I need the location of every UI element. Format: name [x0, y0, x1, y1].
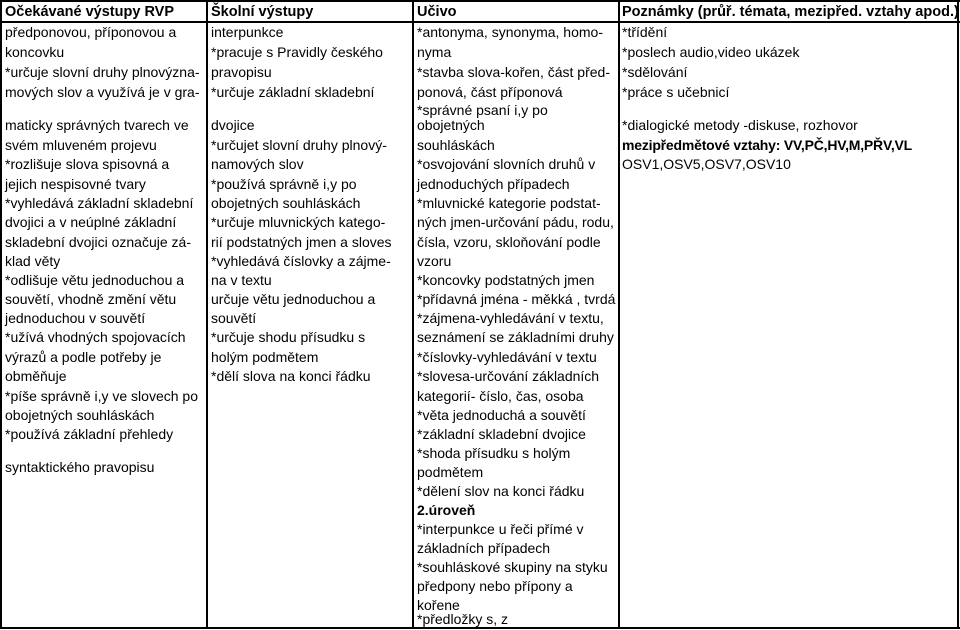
school-output-line: *určuje shodu přísudku s: [211, 329, 366, 345]
curriculum-line: *mluvnické kategorie podstat-: [417, 195, 601, 211]
header-rvp-outputs: Očekávané výstupy RVP: [5, 4, 174, 20]
curriculum-line: obojetných: [417, 117, 485, 133]
curriculum-line: seznámení se základními druhy: [417, 329, 614, 345]
curriculum-line: *dělení slov na konci řádku: [417, 483, 585, 499]
school-output-line: *určuje základní skladební: [211, 84, 375, 100]
school-output-line: *dělí slova na konci řádku: [211, 368, 371, 384]
rvp-line: jednoduchou v souvětí: [5, 310, 146, 326]
rvp-line: *užívá vhodných spojovacích: [5, 329, 186, 345]
notes-line: OSV1,OSV5,OSV7,OSV10: [622, 156, 791, 172]
school-output-line: holým podmětem: [211, 349, 319, 365]
rvp-line: maticky správných tvarech ve: [5, 117, 189, 133]
cross-subject-relations: mezipředmětové vztahy: VV,PČ,HV,M,PŘV,VL: [622, 137, 912, 153]
curriculum-line: *zájmena-vyhledávání v textu,: [417, 310, 604, 326]
school-output-line: *určuje mluvnických katego-: [211, 214, 386, 230]
curriculum-line: *stavba slova-kořen, část před-: [417, 64, 610, 80]
rvp-line: klad věty: [5, 253, 61, 269]
curriculum-line: základních případech: [417, 540, 551, 556]
notes-line: *sdělování: [622, 64, 688, 80]
header-curriculum: Učivo: [417, 4, 457, 20]
rvp-line: svém mluveném projevu: [5, 137, 157, 153]
curriculum-line: vzoru: [417, 253, 452, 269]
school-output-line: *vyhledává číslovky a zájme-: [211, 253, 391, 269]
rvp-line: výrazů a podle potřeby je: [5, 349, 162, 365]
curriculum-line: *shoda přísudku s holým: [417, 445, 571, 461]
school-output-line: *používá správně i,y po: [211, 176, 357, 192]
curriculum-line: jednoduchých případech: [417, 176, 570, 192]
col-divider-1: [206, 0, 208, 629]
rvp-line: koncovku: [5, 44, 65, 60]
curriculum-line: předpony nebo přípony a: [417, 578, 573, 594]
rvp-line: *odlišuje větu jednoduchou a: [5, 272, 185, 288]
curriculum-line: *interpunkce u řeči přímé v: [417, 521, 584, 537]
school-output-line: namových slov: [211, 156, 304, 172]
notes-line: *poslech audio,video ukázek: [622, 44, 800, 60]
table-top-border: [0, 0, 960, 2]
curriculum-line: *přídavná jména - měkká , tvrdá: [417, 291, 616, 307]
curriculum-line: *věta jednoduchá a souvětí: [417, 407, 586, 423]
col-divider-left-edge: [0, 0, 2, 629]
curriculum-line: ných jmen-určování pádu, rodu,: [417, 214, 614, 230]
curriculum-line: *číslovky-vyhledávání v textu: [417, 349, 597, 365]
curriculum-line: *souhláskové skupiny na styku: [417, 559, 608, 575]
school-output-line: na v textu: [211, 272, 272, 288]
curriculum-line: čísla, vzoru, skloňování podle: [417, 234, 601, 250]
curriculum-line: *základní skladební dvojice: [417, 426, 586, 442]
rvp-line: *píše správně i,y ve slovech po: [5, 388, 198, 404]
curriculum-line: nyma: [417, 44, 452, 60]
curriculum-line: kořene: [417, 597, 460, 613]
header-school-outputs: Školní výstupy: [211, 4, 314, 20]
rvp-line: souvětí, vhodně změní větu: [5, 291, 177, 307]
rvp-line: předponovou, příponovou a: [5, 24, 177, 40]
notes-line: *práce s učebnicí: [622, 84, 730, 100]
curriculum-level-heading: 2.úroveň: [417, 502, 476, 518]
curriculum-line: *koncovky podstatných jmen: [417, 272, 595, 288]
notes-line: *dialogické metody -diskuse, rozhovor: [622, 117, 858, 133]
school-output-line: souvětí: [211, 310, 257, 326]
curriculum-line: *předložky s, z: [417, 611, 509, 627]
rvp-line: *vyhledává základní skladební: [5, 195, 194, 211]
school-output-line: rií podstatných jmen a sloves: [211, 234, 392, 250]
curriculum-line: podmětem: [417, 464, 484, 480]
rvp-line: obměňuje: [5, 368, 67, 384]
school-output-line: určuje větu jednoduchou a: [211, 291, 376, 307]
rvp-line: *používá základní přehledy: [5, 426, 174, 442]
col-divider-2: [412, 0, 414, 629]
rvp-line: *rozlišuje slova spisovná a: [5, 156, 170, 172]
school-output-line: *pracuje s Pravidly českého: [211, 44, 383, 60]
rvp-line: *určuje slovní druhy plnovýzna-: [5, 64, 200, 80]
rvp-line: skladební dvojici označuje zá-: [5, 234, 191, 250]
school-output-line: dvojice: [211, 117, 255, 133]
curriculum-line: *osvojování slovních druhů v: [417, 156, 596, 172]
rvp-line: jejich nespisovné tvary: [5, 176, 146, 192]
curriculum-line: *antonyma, synonyma, homo-: [417, 24, 603, 40]
school-output-line: obojetných souhláskách: [211, 195, 361, 211]
col-divider-3: [618, 0, 620, 629]
curriculum-line: ponová, část příponová: [417, 84, 563, 100]
curriculum-line: *správné psaní i,y po: [417, 102, 548, 118]
notes-line: *třídění: [622, 24, 668, 40]
curriculum-line: kategorií- číslo, čas, osoba: [417, 388, 584, 404]
col-divider-right-edge: [957, 0, 959, 629]
rvp-line: dvojici a v neúplné základní: [5, 214, 177, 230]
rvp-line: mových slov a využívá je v gra-: [5, 84, 200, 100]
school-output-line: *určujet slovní druhy plnový-: [211, 137, 387, 153]
school-output-line: pravopisu: [211, 64, 272, 80]
curriculum-line: souhláskách: [417, 137, 495, 153]
header-notes: Poznámky (průř. témata, mezipřed. vztahy apod.): [622, 4, 959, 20]
school-output-line: interpunkce: [211, 24, 284, 40]
rvp-line: syntaktického pravopisu: [5, 459, 155, 475]
rvp-line: obojetných souhláskách: [5, 407, 155, 423]
curriculum-line: *slovesa-určování základních: [417, 368, 600, 384]
